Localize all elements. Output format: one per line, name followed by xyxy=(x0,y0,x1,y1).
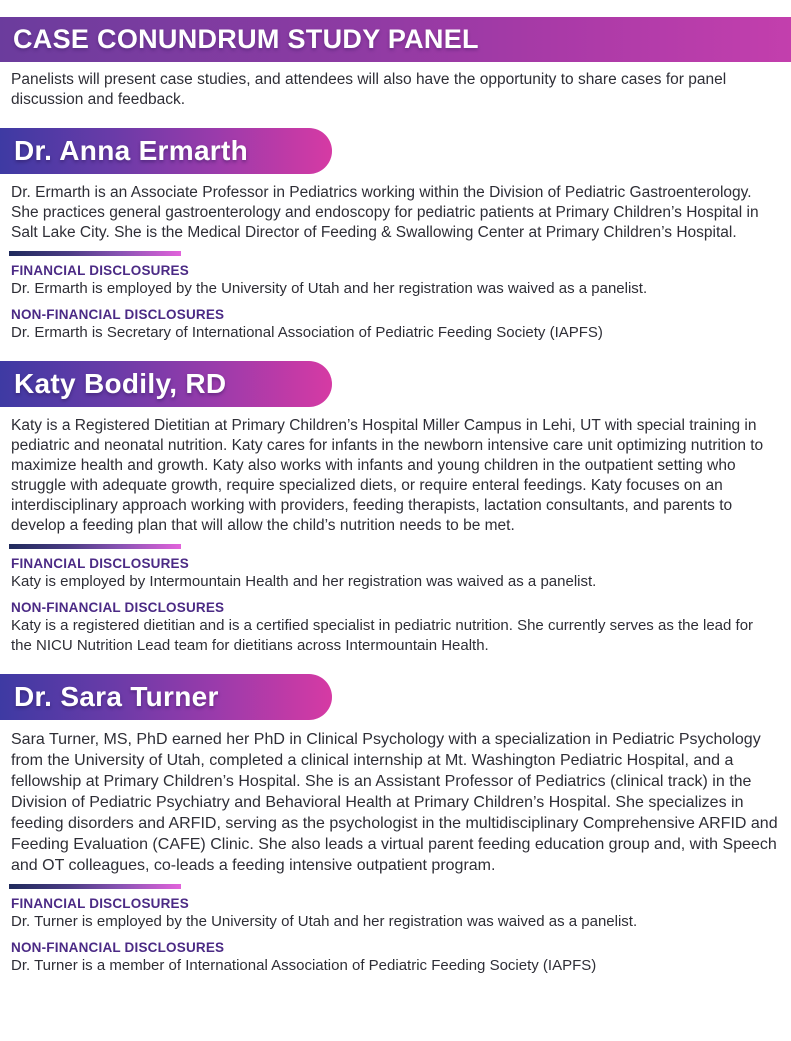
financial-disclosures-heading: FINANCIAL DISCLOSURES xyxy=(11,556,189,571)
panelist-name-banner xyxy=(0,361,332,407)
panelist-name-banner xyxy=(0,674,332,720)
non-financial-disclosures-heading: NON-FINANCIAL DISCLOSURES xyxy=(11,307,225,322)
financial-disclosures-group xyxy=(0,556,791,592)
financial-disclosures-group xyxy=(0,896,791,932)
panelist-name-banner xyxy=(0,128,332,174)
panelist-name: Dr. Anna Ermarth xyxy=(14,135,249,166)
panelist-bio: Katy is a Registered Dietitian at Primary Children’s Hospital Miller Campus in Lehi, UT with special training in pediatric and neonatal nutrition. Katy cares for infants in the newborn intensive care unit optimizing nutrition to maximize health and growth. Katy also works with infants and young children in the outpatient setting who struggle with adequate growth, require specialized diets, or require enteral feedings. Katy focuses on an interdisciplinary approach working with providers, feeding therapists, lactation consultants, and parents to develop a feeding plan that will allow the child’s nutrition needs to be met. xyxy=(11,417,764,534)
non-financial-disclosures-heading: NON-FINANCIAL DISCLOSURES xyxy=(11,940,225,955)
section-divider xyxy=(9,884,181,889)
section-divider xyxy=(9,544,181,549)
non-financial-disclosures-text: Dr. Ermarth is Secretary of International Association of Pediatric Feeding Society (IAPFS) xyxy=(11,324,603,341)
flyer-page xyxy=(0,17,791,1041)
panelist-name: Dr. Sara Turner xyxy=(14,681,219,712)
financial-disclosures-heading: FINANCIAL DISCLOSURES xyxy=(11,263,189,278)
non-financial-disclosures-text: Katy is a registered dietitian and is a certified specialist in pediatric nutrition. She currently serves as the lead for the NICU Nutrition Lead team for dietitians across Intermountain Health. xyxy=(11,617,754,654)
panelist-section-katy-bodily xyxy=(0,361,791,656)
panelist-bio: Dr. Ermarth is an Associate Professor in Pediatrics working within the Division of Pediatric Gastroenterology. She practices general gastroenterology and endoscopy for pediatric patients at Primary Children’s Hospital in Salt Lake City. She is the Medical Director of Feeding & Swallowing Center at Primary Children’s Hospital. xyxy=(11,184,759,241)
financial-disclosures-group xyxy=(0,263,791,299)
financial-disclosures-heading: FINANCIAL DISCLOSURES xyxy=(11,896,189,911)
page-header xyxy=(0,17,791,62)
financial-disclosures-text: Dr. Turner is employed by the University of Utah and her registration was waived as a panelist. xyxy=(11,913,638,930)
panelist-name: Katy Bodily, RD xyxy=(14,368,227,399)
intro-text: Panelists will present case studies, and attendees will also have the opportunity to share cases for panel discussion and feedback. xyxy=(11,71,727,108)
non-financial-disclosures-group xyxy=(0,940,791,976)
section-divider xyxy=(9,251,181,256)
financial-disclosures-text: Katy is employed by Intermountain Health and her registration was waived as a panelist. xyxy=(11,573,597,590)
non-financial-disclosures-text: Dr. Turner is a member of International Association of Pediatric Feeding Society (IAPFS) xyxy=(11,957,597,974)
panelist-section-sara-turner xyxy=(0,674,791,976)
panelist-section-anna-ermarth xyxy=(0,128,791,343)
non-financial-disclosures-group xyxy=(0,307,791,343)
panelist-bio: Sara Turner, MS, PhD earned her PhD in Clinical Psychology with a specialization in Pediatric Psychology from the University of Utah, completed a clinical internship at Mt. Washington Pediatric Hospital, and a fellowship at Primary Children’s Hospital. She is an Assistant Professor of Pediatrics (clinical track) in the Division of Pediatric Psychiatry and Behavioral Health at Primary Children’s Hospital. She specializes in feeding disorders and ARFID, serving as the psychologist in the multidisciplinary Comprehensive ARFID and Feeding Evaluation (CAFE) Clinic. She also leads a virtual parent feeding education group and, with Speech and OT colleagues, co-leads a feeding intensive outpatient program. xyxy=(11,731,778,874)
page-title: CASE CONUNDRUM STUDY PANEL xyxy=(13,24,479,54)
non-financial-disclosures-heading: NON-FINANCIAL DISCLOSURES xyxy=(11,600,225,615)
non-financial-disclosures-group xyxy=(0,600,791,656)
financial-disclosures-text: Dr. Ermarth is employed by the University of Utah and her registration was waived as a panelist. xyxy=(11,280,648,297)
